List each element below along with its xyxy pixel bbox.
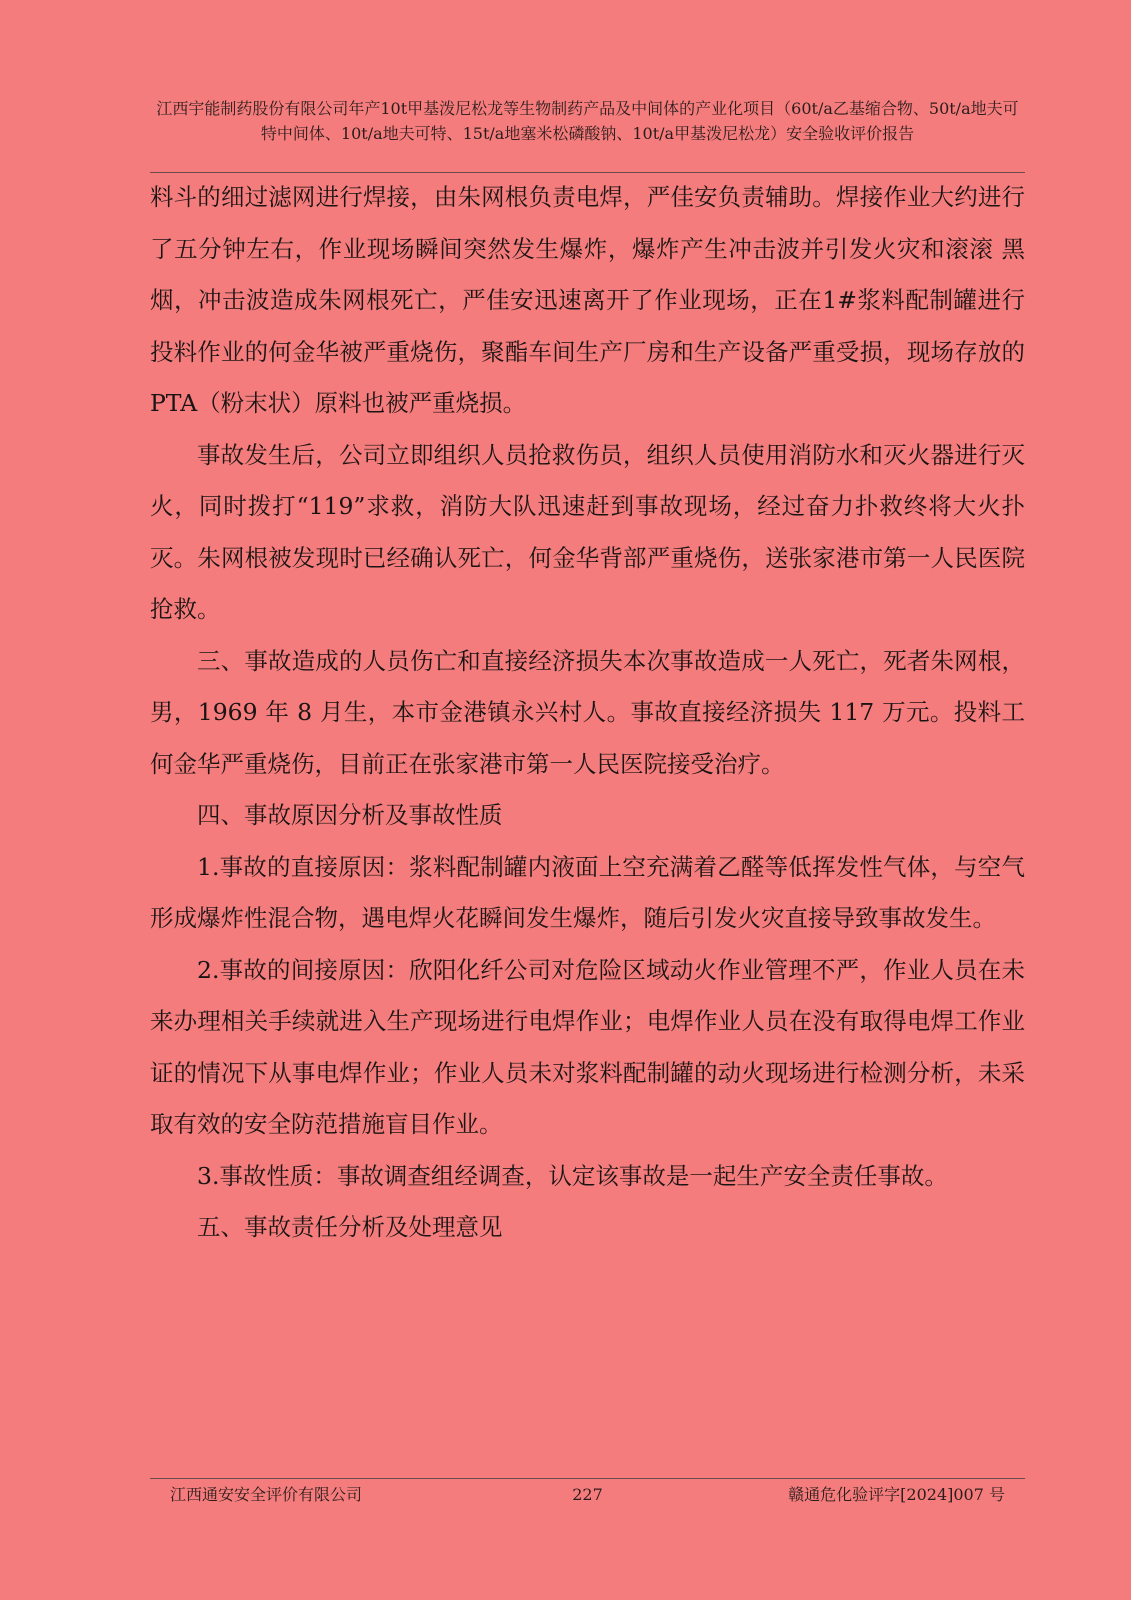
footer-divider	[150, 1478, 1025, 1479]
document-body	[150, 172, 1025, 1254]
paragraph-indirect-cause: 2.事故的间接原因：欣阳化纤公司对危险区域动火作业管理不严，作业人员在未来办理相关手续就进入生产现场进行电焊作业；电焊作业人员在没有取得电焊工作业证的情况下从事电焊作业；作业人员未对浆料配制罐的动火现场进行检测分析，未采取有效的安全防范措施盲目作业。	[150, 955, 1025, 1138]
section-heading-cause: 四、事故原因分析及事故性质	[197, 801, 503, 829]
paragraph-casualties: 三、事故造成的人员伤亡和直接经济损失本次事故造成一人死亡，死者朱网根，男，1969 年 8 月生，本市金港镇永兴村人。事故直接经济损失 117 万元。投料工何金华严重烧伤，目前正在张家港市第一人民医院接受治疗。	[150, 646, 1025, 778]
paragraph-continuation: 料斗的细过滤网进行焊接，由朱网根负责电焊，严佳安负责辅助。焊接作业大约进行了五分钟左右，作业现场瞬间突然发生爆炸，爆炸产生冲击波并引发火灾和滚滚 黑烟，冲击波造成朱网根死亡，严佳安迅速离开了作业现场，正在1#浆料配制罐进行投料作业的何金华被严重烧伤，聚酯车间生产厂房和生产设备严重受损，现场存放的PTA（粉末状）原料也被严重烧损。	[150, 183, 1025, 417]
page-number: 227	[572, 1485, 603, 1504]
page-header	[150, 96, 1025, 146]
footer-company: 江西通安安全评价有限公司	[170, 1485, 363, 1504]
paragraph-direct-cause: 1.事故的直接原因：浆料配制罐内液面上空充满着乙醛等低挥发性气体，与空气形成爆炸性混合物，遇电焊火花瞬间发生爆炸，随后引发火灾直接导致事故发生。	[150, 852, 1025, 932]
paragraph-rescue: 事故发生后，公司立即组织人员抢救伤员，组织人员使用消防水和灭火器进行灭火，同时拨打“119”求救，消防大队迅速赶到事故现场，经过奋力扑救终将大火扑灭。朱网根被发现时已经确认死亡，何金华背部严重烧伤，送张家港市第一人民医院抢救。	[150, 440, 1025, 623]
report-title: 江西宇能制药股份有限公司年产10t甲基泼尼松龙等生物制药产品及中间体的产业化项目（60t/a乙基缩合物、50t/a地夫可特中间体、10t/a地夫可特、15t/a地塞米松磷酸钠、10t/a甲基泼尼松龙）安全验收评价报告	[156, 99, 1019, 143]
paragraph-nature: 3.事故性质：事故调查组经调查，认定该事故是一起生产安全责任事故。	[197, 1161, 948, 1190]
section-heading-responsibility: 五、事故责任分析及处理意见	[197, 1213, 503, 1241]
document-number: 赣通危化验评字[2024]007 号	[788, 1485, 1005, 1504]
page-footer	[150, 1483, 1025, 1507]
